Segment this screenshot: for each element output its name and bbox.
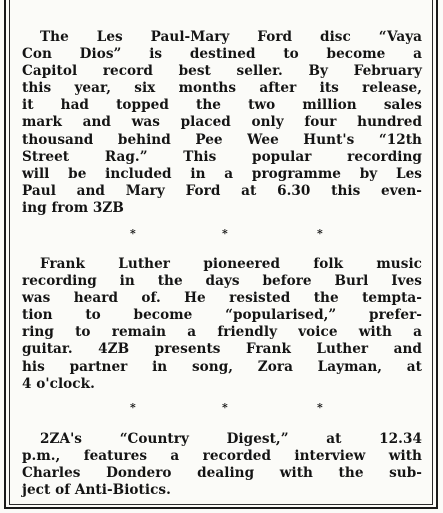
article-line: guitar. 4ZB presents Frank Luther and	[22, 341, 422, 358]
article-line: this year, six months after its release,	[22, 80, 422, 97]
article-line: ing from 3ZB	[22, 199, 124, 216]
article-line: tion to become “popularised,” prefer-	[22, 307, 422, 324]
separator-asterisk: *	[317, 401, 323, 414]
article-line: it had topped the two million sales	[22, 97, 422, 114]
article-line: his partner in song, Zora Layman, at	[22, 358, 422, 375]
article-line: Frank Luther pioneered folk music	[40, 256, 422, 272]
article-line: Con Dios” is destined to become a	[22, 46, 422, 63]
article-line: The Les Paul-Mary Ford disc “Vaya	[40, 29, 422, 45]
article-frank-luther	[22, 256, 422, 393]
article-line: Charles Dondero dealing with the sub-	[22, 465, 422, 482]
article-line: recording in the days before Burl Ives	[22, 273, 422, 290]
article-line: Street Rag.” This popular recording	[22, 148, 422, 165]
separator-asterisk: *	[130, 227, 136, 240]
article-line: mark and was placed only four hundred	[22, 114, 422, 131]
article-line: Capitol record best seller. By February	[22, 63, 422, 80]
section-separator	[22, 227, 422, 241]
separator-asterisk: *	[317, 227, 323, 240]
article-line: ject of Anti-Biotics.	[22, 482, 171, 499]
article-line: Paul and Mary Ford at 6.30 this even-	[22, 182, 422, 199]
separator-asterisk: *	[222, 401, 228, 414]
article-line: ring to remain a friendly voice with a	[22, 324, 422, 341]
separator-asterisk: *	[222, 227, 228, 240]
article-line: thousand behind Pee Wee Hunt's “12th	[22, 131, 422, 148]
article-line: p.m., features a recorded interview with	[22, 448, 422, 465]
section-separator	[22, 401, 422, 415]
article-les-paul-mary-ford	[22, 29, 422, 217]
article-line: 4 o'clock.	[22, 375, 95, 392]
article-line: 2ZA's “Country Digest,” at 12.34	[40, 431, 422, 447]
separator-asterisk: *	[130, 401, 136, 414]
article-line: was heard of. He resisted the tempta-	[22, 290, 422, 307]
article-line: will be included in a programme by Les	[22, 165, 422, 182]
article-country-digest	[22, 431, 422, 499]
